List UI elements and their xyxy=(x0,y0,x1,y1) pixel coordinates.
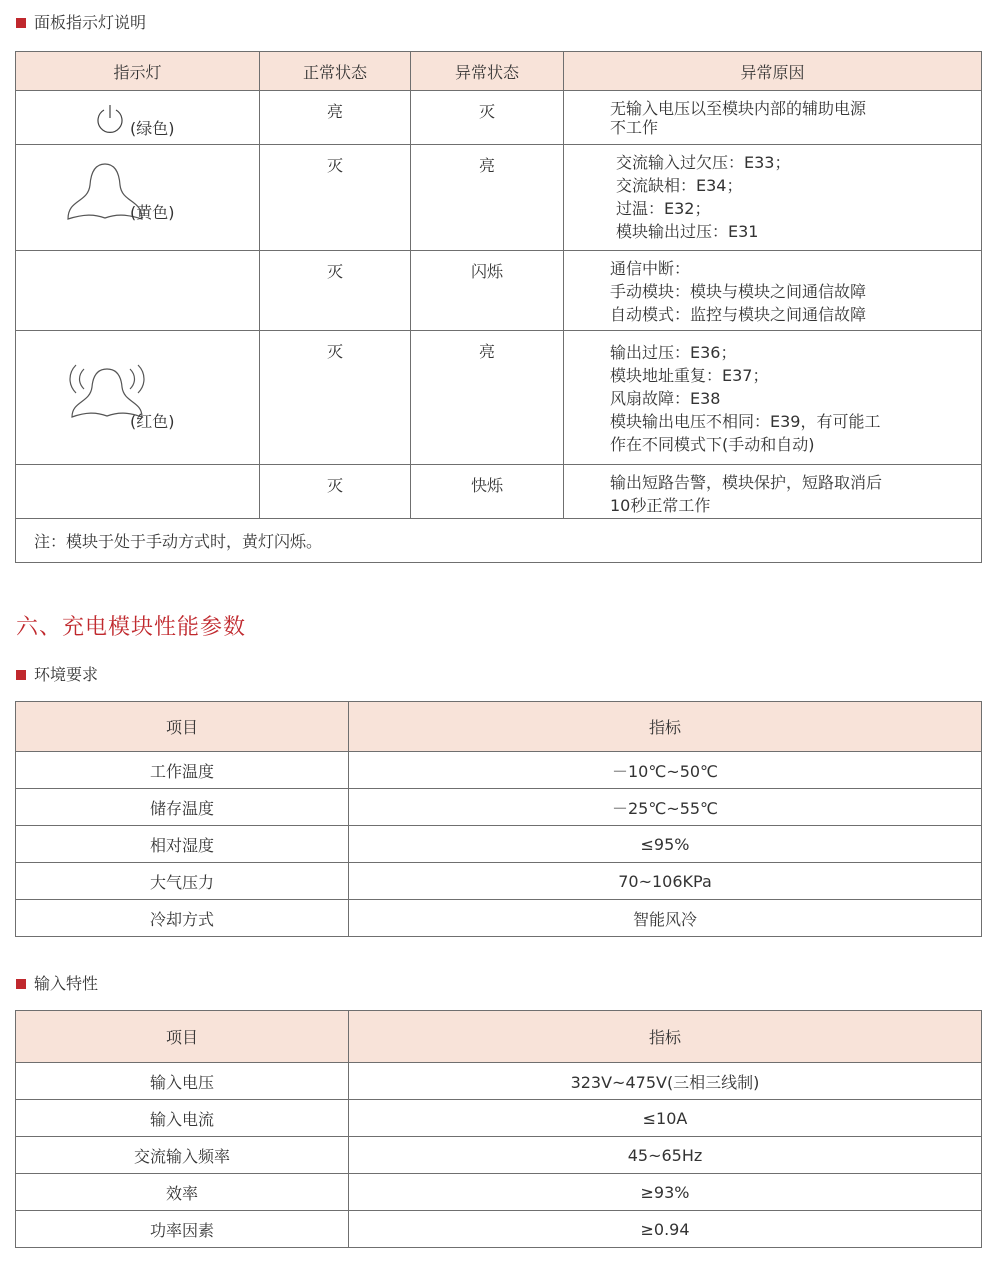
cause-cell xyxy=(564,91,982,145)
table-header-row xyxy=(16,1011,982,1063)
value-cell: ≤95% xyxy=(349,826,982,863)
item-cell: 工作温度 xyxy=(16,752,349,789)
table-row xyxy=(16,1211,982,1248)
item-cell: 输入电流 xyxy=(16,1100,349,1137)
cause-cell xyxy=(564,331,982,465)
value-cell: －10℃~50℃ xyxy=(349,752,982,789)
table-row xyxy=(16,789,982,826)
header-spec: 指标 xyxy=(349,702,982,752)
cause-line: 模块输出电压不相同：E39，有可能工 xyxy=(610,412,881,431)
indicator-color-label: (绿色) xyxy=(130,119,175,138)
cause-line: 自动模式：监控与模块之间通信故障 xyxy=(610,305,867,324)
indicator-cell xyxy=(16,251,260,331)
table-row xyxy=(16,1174,982,1211)
cause-line: 通信中断： xyxy=(610,259,691,278)
table-row xyxy=(16,826,982,863)
header-normal: 正常状态 xyxy=(260,52,411,91)
abnormal-state: 亮 xyxy=(411,331,564,465)
value-cell: 45~65Hz xyxy=(349,1137,982,1174)
cause-cell xyxy=(564,465,982,519)
item-cell: 储存温度 xyxy=(16,789,349,826)
indicator-color-label: (黄色) xyxy=(130,203,175,222)
value-cell: 智能风冷 xyxy=(349,900,982,937)
value-cell: ≥93% xyxy=(349,1174,982,1211)
panel-indicator-table xyxy=(15,51,982,563)
table-row xyxy=(16,465,982,519)
cause-line: 交流输入过欠压：E33； xyxy=(616,153,791,172)
section-marker-icon xyxy=(16,670,26,680)
item-cell: 交流输入频率 xyxy=(16,1137,349,1174)
header-cause: 异常原因 xyxy=(564,52,982,91)
item-cell: 输入电压 xyxy=(16,1063,349,1100)
abnormal-state: 快烁 xyxy=(411,465,564,519)
cause-line: 输出短路告警，模块保护，短路取消后 xyxy=(610,473,883,492)
cause-line: 不工作 xyxy=(610,118,659,137)
value-cell: 70~106KPa xyxy=(349,863,982,900)
table-row xyxy=(16,91,982,145)
header-abnormal: 异常状态 xyxy=(411,52,564,91)
table-row xyxy=(16,331,982,465)
section-title-input: 输入特性 xyxy=(16,973,98,995)
section-marker-icon xyxy=(16,18,26,28)
indicator-cell xyxy=(16,465,260,519)
table-row xyxy=(16,1063,982,1100)
item-cell: 功率因素 xyxy=(16,1211,349,1248)
table-row xyxy=(16,863,982,900)
value-cell: －25℃~55℃ xyxy=(349,789,982,826)
cause-line: 手动模块：模块与模块之间通信故障 xyxy=(610,282,867,301)
value-cell: ≥0.94 xyxy=(349,1211,982,1248)
header-spec: 指标 xyxy=(349,1011,982,1063)
section-marker-icon xyxy=(16,979,26,989)
table-row xyxy=(16,145,982,251)
indicator-cell xyxy=(16,145,260,251)
note-row xyxy=(16,519,982,563)
section-title-panel: 面板指示灯说明 xyxy=(16,12,146,34)
table-row xyxy=(16,900,982,937)
section-title-environment: 环境要求 xyxy=(16,664,98,686)
abnormal-state: 亮 xyxy=(411,145,564,251)
table-header-row xyxy=(16,702,982,752)
cause-line: 交流缺相：E34； xyxy=(616,176,743,195)
table-header-row xyxy=(16,52,982,91)
value-cell: ≤10A xyxy=(349,1100,982,1137)
header-item: 项目 xyxy=(16,1011,349,1063)
cause-cell xyxy=(564,251,982,331)
environment-table xyxy=(15,701,982,937)
cause-line: 10秒正常工作 xyxy=(610,496,711,515)
cause-line: 无输入电压以至模块内部的辅助电源 xyxy=(610,99,867,118)
power-icon xyxy=(94,103,126,135)
normal-state: 灭 xyxy=(260,145,411,251)
abnormal-state: 灭 xyxy=(411,91,564,145)
item-cell: 冷却方式 xyxy=(16,900,349,937)
cause-line: 风扇故障：E38 xyxy=(610,389,721,408)
cause-line: 模块地址重复：E37； xyxy=(610,366,769,385)
table-row xyxy=(16,1137,982,1174)
cause-line: 过温：E32； xyxy=(616,199,711,218)
abnormal-state: 闪烁 xyxy=(411,251,564,331)
cause-line: 模块输出过压：E31 xyxy=(616,222,759,241)
table-row xyxy=(16,251,982,331)
normal-state: 灭 xyxy=(260,465,411,519)
normal-state: 亮 xyxy=(260,91,411,145)
header-item: 项目 xyxy=(16,702,349,752)
cause-line: 输出过压：E36； xyxy=(610,343,737,362)
indicator-color-label: (红色) xyxy=(130,412,175,431)
item-cell: 相对湿度 xyxy=(16,826,349,863)
value-cell: 323V~475V(三相三线制) xyxy=(349,1063,982,1100)
table-row xyxy=(16,1100,982,1137)
indicator-cell xyxy=(16,91,260,145)
main-heading: 六、充电模块性能参数 xyxy=(16,615,247,640)
note-text: 注：模块于处于手动方式时，黄灯闪烁。 xyxy=(16,519,982,563)
header-indicator: 指示灯 xyxy=(16,52,260,91)
indicator-cell xyxy=(16,331,260,465)
item-cell: 大气压力 xyxy=(16,863,349,900)
cause-line: 作在不同模式下(手动和自动) xyxy=(610,435,815,454)
normal-state: 灭 xyxy=(260,331,411,465)
table-row xyxy=(16,752,982,789)
item-cell: 效率 xyxy=(16,1174,349,1211)
normal-state: 灭 xyxy=(260,251,411,331)
cause-cell xyxy=(564,145,982,251)
input-characteristics-table xyxy=(15,1010,982,1248)
